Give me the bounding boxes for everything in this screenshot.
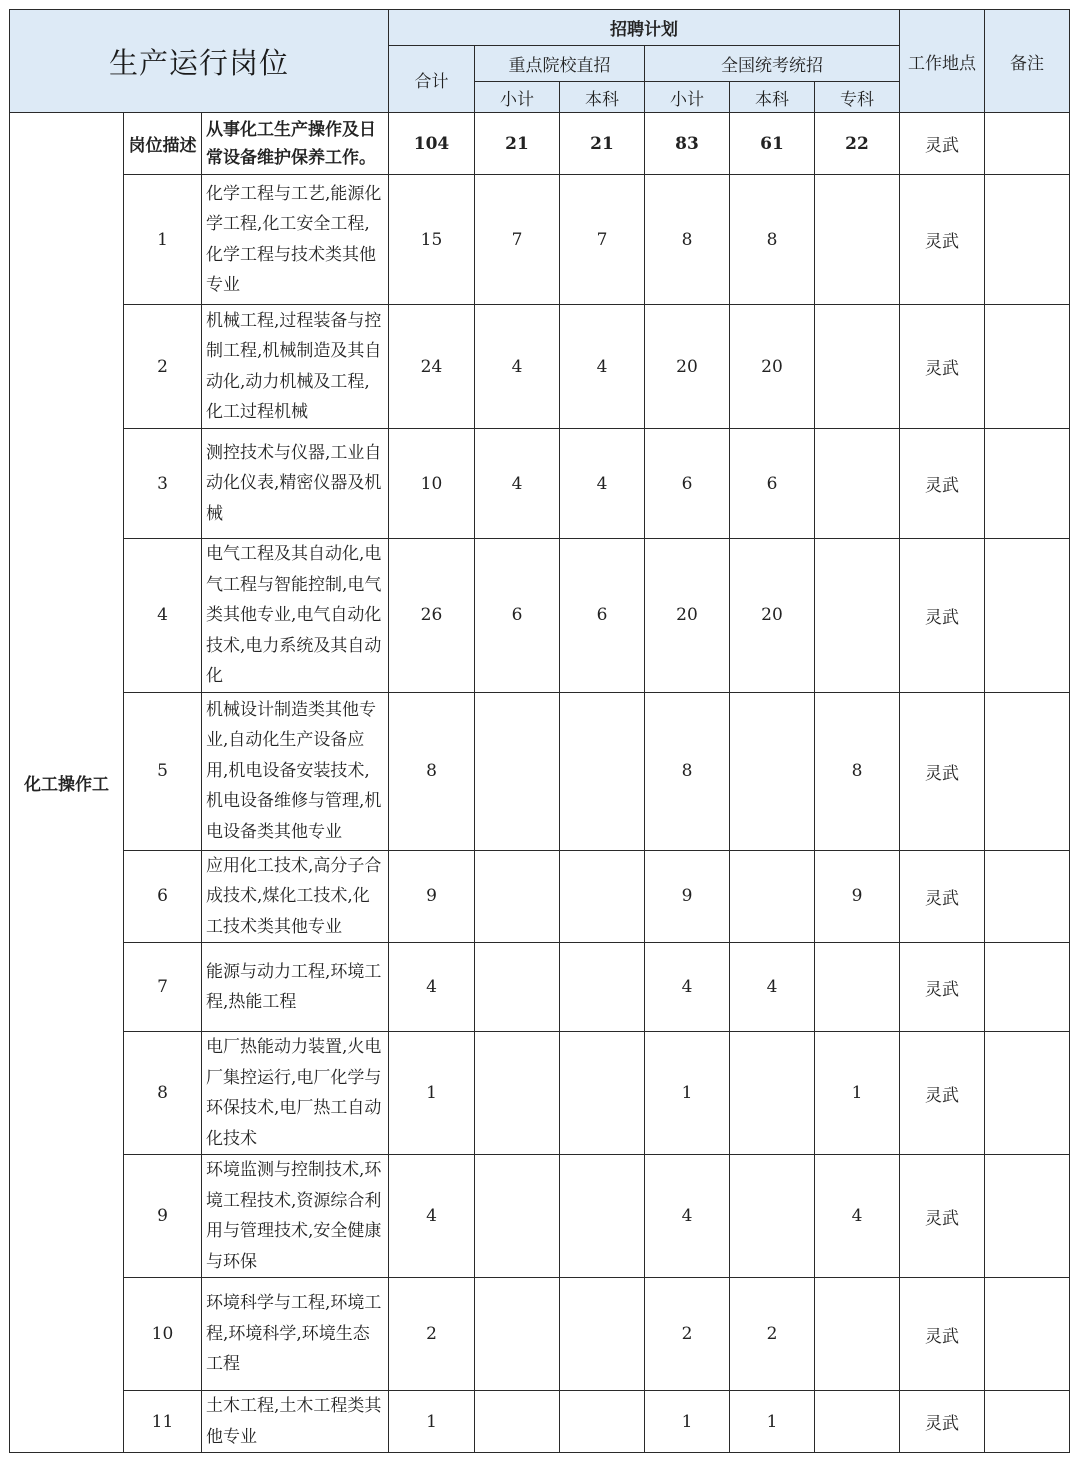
table-row: [10, 1278, 1070, 1391]
row-remark: [985, 943, 1070, 1032]
table-row: [10, 305, 1070, 429]
row-key-subtotal: [475, 943, 560, 1032]
row-majors: 化学工程与工艺,能源化学工程,化工安全工程,化学工程与技术类其他专业: [202, 175, 389, 305]
desc-remark: [985, 113, 1070, 175]
row-key-bachelor: 7: [560, 175, 645, 305]
row-remark: [985, 1391, 1070, 1453]
row-location: 灵武: [900, 1155, 985, 1278]
row-location: 灵武: [900, 1278, 985, 1391]
row-majors: 应用化工技术,高分子合成技术,煤化工技术,化工技术类其他专业: [202, 850, 389, 943]
row-nat-bachelor: 2: [730, 1278, 815, 1391]
row-key-subtotal: [475, 1032, 560, 1155]
key-subtotal-header: 小计: [475, 82, 560, 113]
row-nat-college: [815, 539, 900, 693]
row-nat-bachelor: [730, 850, 815, 943]
row-total: 24: [389, 305, 475, 429]
table-row: [10, 1032, 1070, 1155]
nat-bachelor-header: 本科: [730, 82, 815, 113]
desc-nat-bachelor: 61: [730, 113, 815, 175]
desc-key-subtotal: 21: [475, 113, 560, 175]
row-total: 15: [389, 175, 475, 305]
row-key-subtotal: 7: [475, 175, 560, 305]
row-key-subtotal: [475, 1155, 560, 1278]
row-remark: [985, 175, 1070, 305]
row-nat-college: [815, 429, 900, 539]
row-key-bachelor: 4: [560, 429, 645, 539]
row-nat-bachelor: 8: [730, 175, 815, 305]
description-row: [10, 113, 1070, 175]
row-majors: 能源与动力工程,环境工程,热能工程: [202, 943, 389, 1032]
description-label: 岗位描述: [124, 113, 202, 175]
row-key-subtotal: 6: [475, 539, 560, 693]
row-location: 灵武: [900, 692, 985, 850]
recruitment-table: [9, 9, 1070, 1453]
row-nat-bachelor: [730, 1155, 815, 1278]
row-nat-subtotal: 4: [645, 1155, 730, 1278]
row-nat-subtotal: 1: [645, 1391, 730, 1453]
row-number: 9: [124, 1155, 202, 1278]
row-total: 1: [389, 1032, 475, 1155]
table-row: [10, 175, 1070, 305]
row-majors: 测控技术与仪器,工业自动化仪表,精密仪器及机械: [202, 429, 389, 539]
row-key-subtotal: [475, 692, 560, 850]
row-key-subtotal: [475, 850, 560, 943]
row-nat-college: 1: [815, 1032, 900, 1155]
row-number: 11: [124, 1391, 202, 1453]
table-row: [10, 1155, 1070, 1278]
row-nat-subtotal: 4: [645, 943, 730, 1032]
row-key-bachelor: [560, 1155, 645, 1278]
row-nat-subtotal: 2: [645, 1278, 730, 1391]
row-key-subtotal: 4: [475, 429, 560, 539]
row-remark: [985, 692, 1070, 850]
row-location: 灵武: [900, 943, 985, 1032]
row-majors: 机械设计制造类其他专业,自动化生产设备应用,机电设备安装技术,机电设备维修与管理,机电设备类其他专业: [202, 692, 389, 850]
row-total: 4: [389, 1155, 475, 1278]
table-row: [10, 1391, 1070, 1453]
row-nat-college: 8: [815, 692, 900, 850]
row-key-bachelor: [560, 850, 645, 943]
row-nat-college: [815, 943, 900, 1032]
row-location: 灵武: [900, 850, 985, 943]
row-location: 灵武: [900, 305, 985, 429]
row-nat-college: 9: [815, 850, 900, 943]
row-number: 7: [124, 943, 202, 1032]
row-number: 2: [124, 305, 202, 429]
row-number: 3: [124, 429, 202, 539]
desc-nat-subtotal: 83: [645, 113, 730, 175]
row-nat-bachelor: [730, 1032, 815, 1155]
row-key-bachelor: [560, 692, 645, 850]
row-number: 1: [124, 175, 202, 305]
desc-key-bachelor: 21: [560, 113, 645, 175]
row-number: 10: [124, 1278, 202, 1391]
row-nat-bachelor: 4: [730, 943, 815, 1032]
page-title: 生产运行岗位: [10, 10, 389, 113]
row-remark: [985, 1278, 1070, 1391]
row-nat-subtotal: 9: [645, 850, 730, 943]
row-majors: 环境监测与控制技术,环境工程技术,资源综合利用与管理技术,安全健康与环保: [202, 1155, 389, 1278]
row-nat-bachelor: 20: [730, 539, 815, 693]
row-key-bachelor: [560, 1391, 645, 1453]
row-total: 2: [389, 1278, 475, 1391]
row-nat-subtotal: 8: [645, 175, 730, 305]
description-text: 从事化工生产操作及日常设备维护保养工作。: [202, 113, 389, 175]
desc-nat-college: 22: [815, 113, 900, 175]
row-total: 4: [389, 943, 475, 1032]
row-number: 6: [124, 850, 202, 943]
row-nat-bachelor: 6: [730, 429, 815, 539]
table-row: [10, 429, 1070, 539]
row-key-bachelor: [560, 1032, 645, 1155]
plan-header: 招聘计划: [389, 10, 900, 46]
row-majors: 电厂热能动力装置,火电厂集控运行,电厂化学与环保技术,电厂热工自动化技术: [202, 1032, 389, 1155]
row-number: 8: [124, 1032, 202, 1155]
nat-college-header: 专科: [815, 82, 900, 113]
row-key-bachelor: 4: [560, 305, 645, 429]
national-header: 全国统考统招: [645, 46, 900, 82]
row-nat-subtotal: 1: [645, 1032, 730, 1155]
table-row: [10, 539, 1070, 693]
row-total: 8: [389, 692, 475, 850]
row-key-bachelor: [560, 943, 645, 1032]
row-nat-bachelor: 1: [730, 1391, 815, 1453]
row-number: 5: [124, 692, 202, 850]
row-number: 4: [124, 539, 202, 693]
group-name: 化工操作工: [10, 113, 124, 1453]
row-majors: 土木工程,土木工程类其他专业: [202, 1391, 389, 1453]
row-total: 9: [389, 850, 475, 943]
row-remark: [985, 850, 1070, 943]
row-key-bachelor: [560, 1278, 645, 1391]
key-school-header: 重点院校直招: [475, 46, 645, 82]
row-nat-college: [815, 305, 900, 429]
desc-location: 灵武: [900, 113, 985, 175]
row-remark: [985, 539, 1070, 693]
row-location: 灵武: [900, 1032, 985, 1155]
table-row: [10, 692, 1070, 850]
total-header: 合计: [389, 46, 475, 113]
location-header: 工作地点: [900, 10, 985, 113]
row-majors: 电气工程及其自动化,电气工程与智能控制,电气类其他专业,电气自动化技术,电力系统及其自动化: [202, 539, 389, 693]
desc-total: 104: [389, 113, 475, 175]
key-bachelor-header: 本科: [560, 82, 645, 113]
row-key-subtotal: [475, 1391, 560, 1453]
row-nat-subtotal: 8: [645, 692, 730, 850]
row-nat-college: [815, 1278, 900, 1391]
row-nat-college: 4: [815, 1155, 900, 1278]
row-remark: [985, 1155, 1070, 1278]
row-remark: [985, 1032, 1070, 1155]
row-nat-college: [815, 175, 900, 305]
row-key-subtotal: 4: [475, 305, 560, 429]
row-nat-bachelor: 20: [730, 305, 815, 429]
row-remark: [985, 429, 1070, 539]
row-total: 10: [389, 429, 475, 539]
row-nat-subtotal: 20: [645, 539, 730, 693]
nat-subtotal-header: 小计: [645, 82, 730, 113]
row-remark: [985, 305, 1070, 429]
row-location: 灵武: [900, 429, 985, 539]
row-majors: 机械工程,过程装备与控制工程,机械制造及其自动化,动力机械及工程,化工过程机械: [202, 305, 389, 429]
row-nat-subtotal: 6: [645, 429, 730, 539]
remark-header: 备注: [985, 10, 1070, 113]
table-row: [10, 850, 1070, 943]
row-total: 26: [389, 539, 475, 693]
row-majors: 环境科学与工程,环境工程,环境科学,环境生态工程: [202, 1278, 389, 1391]
row-location: 灵武: [900, 1391, 985, 1453]
row-total: 1: [389, 1391, 475, 1453]
row-key-bachelor: 6: [560, 539, 645, 693]
row-nat-college: [815, 1391, 900, 1453]
row-key-subtotal: [475, 1278, 560, 1391]
row-location: 灵武: [900, 539, 985, 693]
table-row: [10, 943, 1070, 1032]
row-nat-subtotal: 20: [645, 305, 730, 429]
row-location: 灵武: [900, 175, 985, 305]
row-nat-bachelor: [730, 692, 815, 850]
